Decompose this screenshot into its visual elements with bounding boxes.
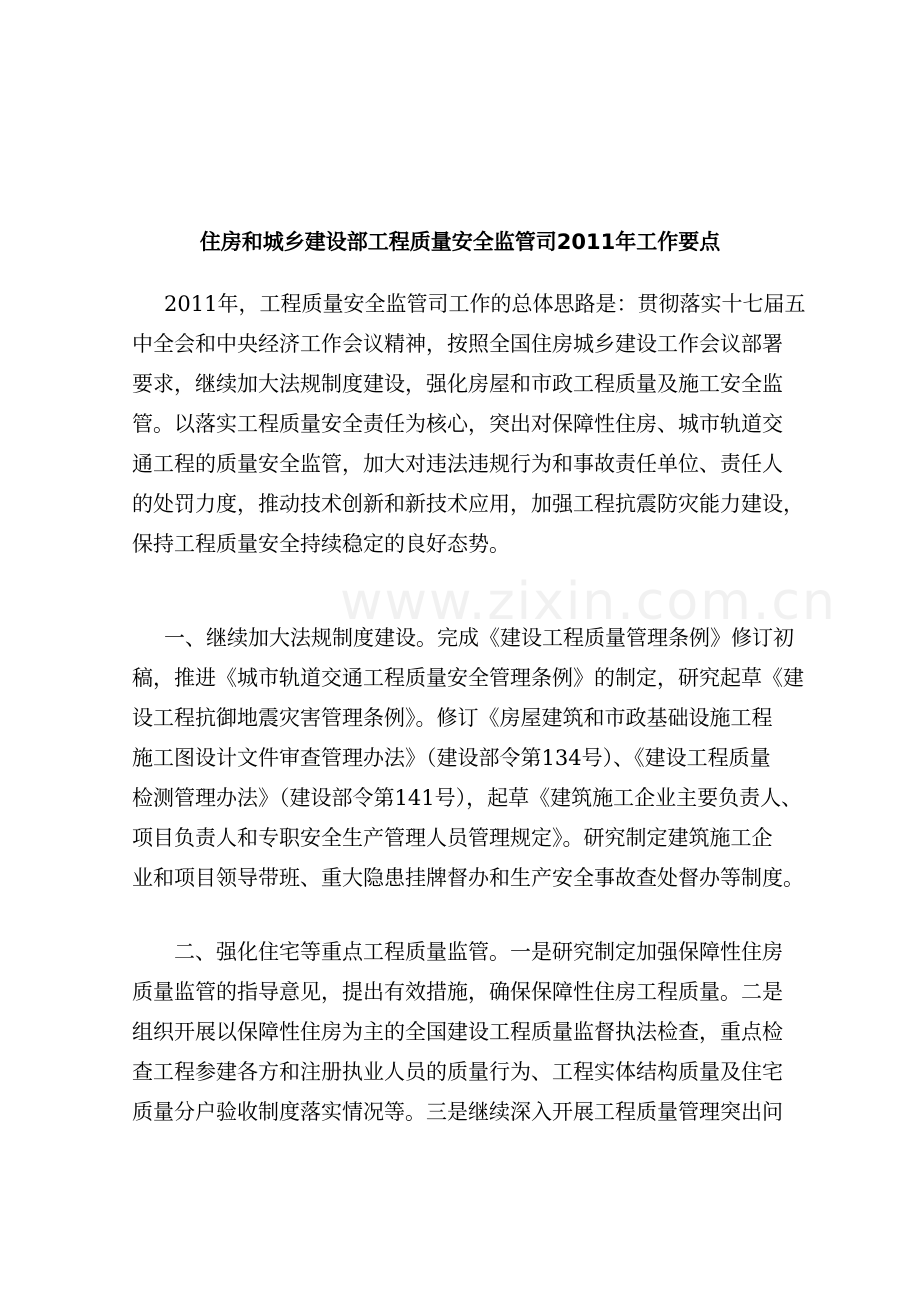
paragraph-line: 要求，继续加大法规制度建设，强化房屋和市政工程质量及施工安全监 (132, 372, 783, 396)
paragraph-line: 设工程抗御地震灾害管理条例》。修订《房屋建筑和市政基础设施工程 (132, 706, 773, 730)
paragraph-line: 业和项目领导带班、重大隐患挂牌督办和生产安全事故查处督办等制度。 (132, 866, 804, 890)
paragraph-line: 2011年，工程质量安全监管司工作的总体思路是：贯彻落实十七届五 (164, 292, 806, 316)
paragraph-line: 管。以落实工程质量安全责任为核心，突出对保障性住房、城市轨道交 (132, 412, 783, 436)
paragraph-line: 施工图设计文件审查管理办法》（建设部令第134号）、《建设工程质量 (132, 746, 771, 770)
paragraph-line: 查工程参建各方和注册执业人员的质量行为、工程实体结构质量及住宅 (132, 1060, 783, 1084)
paragraph-line: 保持工程质量安全持续稳定的良好态势。 (132, 532, 510, 556)
paragraph-line: 的处罚力度，推动技术创新和新技术应用，加强工程抗震防灾能力建设， (132, 492, 804, 516)
paragraph-line: 二、强化住宅等重点工程质量监管。一是研究制定加强保障性住房 (174, 940, 783, 964)
paragraph-line: 通工程的质量安全监管，加大对违法违规行为和事故责任单位、责任人 (132, 452, 783, 476)
paragraph-line: 稿，推进《城市轨道交通工程质量安全管理条例》的制定，研究起草《建 (132, 666, 804, 690)
paragraph-line: 检测管理办法》（建设部令第141号），起草《建筑施工企业主要负责人、 (132, 786, 803, 810)
paragraph-line: 质量监管的指导意见，提出有效措施，确保保障性住房工程质量。二是 (132, 980, 783, 1004)
watermark: www.zixin.com.cn (340, 572, 837, 632)
document-title: 住房和城乡建设部工程质量安全监管司2011年工作要点 (199, 230, 721, 254)
paragraph-line: 质量分户验收制度落实情况等。三是继续深入开展工程质量管理突出问 (132, 1100, 783, 1124)
paragraph-line: 一、继续加大法规制度建设。完成《建设工程质量管理条例》修订初 (164, 626, 794, 650)
paragraph-line: 组织开展以保障性住房为主的全国建设工程质量监督执法检查，重点检 (132, 1020, 783, 1044)
paragraph-line: 中全会和中央经济工作会议精神，按照全国住房城乡建设工作会议部署 (132, 332, 783, 356)
paragraph-line: 项目负责人和专职安全生产管理人员管理规定》。研究制定建筑施工企 (132, 826, 773, 850)
